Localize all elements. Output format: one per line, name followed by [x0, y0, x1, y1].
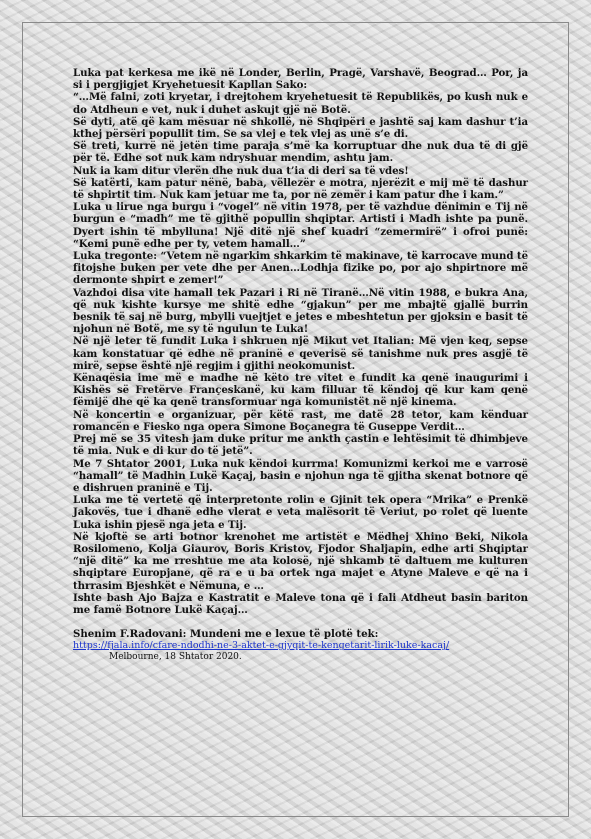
date-line: Melbourne, 18 Shtator 2020.	[109, 652, 242, 663]
paragraph: Në një leter të fundit Luka i shkruen një Mikut vet Italian: Më vjen keq, sepse kam konstatuar që edhe në praninë e qeverisë së tanishme nuk pres asgjë të mirë, sepse është një regjim i gjithi neokomunist.	[73, 335, 528, 372]
paragraph: Me 7 Shtator 2001, Luka nuk këndoi kurrma! Komunizmi kerkoi me e varrosë “hamall” të Madhin Lukë Kaçaj, basin e njohun nga të gjitha skenat botnore që e dishruen praninë e Tij.	[73, 457, 528, 494]
paragraph: Prej më se 35 vitesh jam duke pritur me ankth çastin e lehtësimit të dhimbjeve të mia. Nuk e di kur do të jetë”.	[73, 433, 528, 458]
paragraph: Luka me të vertetë që interpretonte rolin e Gjinit tek opera “Mrika” e Prenkë Jakovës, tue i dhanë edhe vlerat e veta malësorit të Veriut, po rolet që luente Luka ishin pjesë nga jeta e Tij.	[73, 494, 528, 531]
paragraph: Së dyti, atë që kam mësuar në shkollë, në Shqipëri e jashtë saj kam dashur t’ia kthej përsëri popullit tim. Se sa vlej e tek vlej as unë s’e di.	[73, 115, 528, 141]
paragraph: Së treti, kurrë në jetën time paraja s’më ka korruptuar dhe nuk dua të di gjë për të. Edhe sot nuk kam ndryshuar mendim, ashtu jam.	[73, 140, 528, 165]
paragraph: “…Më falni, zoti kryetar, i drejtohem kryehetuesit të Republikës, po kush nuk e do Atdheun e vet, nuk i duhet askujt gjë në Botë.	[73, 91, 528, 116]
article-body	[73, 67, 528, 663]
paragraph: Vazhdoi disa vite hamall tek Pazari i Ri në Tiranë…Në vitin 1988, e bukra Ana, që nuk kishte kursye me shitë edhe “gjakun” per me mbajtë gjallë burrin besnik të saj në burg, mbylli vuejtjet e jetes e mbeshtetun per gjoksin e basit të njohun në Botë, me sy të ngulun te Luka!	[73, 286, 528, 336]
paragraph: Në koncertin e organizuar, për këtë rast, me datë 28 tetor, kam kënduar romancën e Fiesko nga opera Simone Boçanegra të Guseppe Verdit…	[73, 408, 528, 433]
paragraph: Së katërti, kam patur nënë, baba, vëllezër e motra, njerëzit e mij më të dashur të shpirtit tim. Nuk kam jetuar me ta, por në zemër i kam patur dhe i kam.”	[73, 176, 528, 202]
paragraph: Kënaqësia ime më e madhe në këto tre vitet e fundit ka qenë inaugurimi i Kishës së Fretërve Françeskanë, ku kam filluar të këndoj që kur kam qenë fëmijë dhe që ka qenë transformuar nga komunistët në një kinema.	[73, 372, 528, 409]
paragraph: Luka pat kerkesa me ikë në Londer, Berlin, Pragë, Varshavë, Beograd… Por, ja si i pergjigjet Kryehetuesit Kapllan Sako:	[73, 67, 528, 92]
source-link[interactable]: https://fjala.info/cfare-ndodhi-ne-3-aktet-e-gjyqit-te-kengetarit-lirik-luke-kacaj/	[73, 640, 450, 652]
paragraph: Nuk ia kam ditur vlerën dhe nuk dua t’ia di deri sa të vdes!	[73, 164, 409, 177]
paragraph: Luka u lirue nga burgu i “vogel” në vitin 1978, per të vazhdue dënimin e Tij në burgun e “madh” me të gjithë popullin shqiptar. Artisti i Madh ishte pa punë. Dyert ishin të mbylluna! Një ditë një shef kuadri “zemermirë” i ofroi punë: “Kemi punë edhe per ty, vetem hamall…”	[73, 201, 528, 250]
paragraph: Ishte bash Ajo Bajza e Kastratit e Maleve tona që i fali Atdheut basin bariton me famë Botnore Lukë Kaçaj…	[73, 591, 528, 616]
note-label: Shenim F.Radovani: Mundeni me e lexue të plotë tek:	[73, 628, 379, 641]
spacer	[73, 616, 528, 628]
paragraph: Në kjoftë se arti botnor krenohet me artistët e Mëdhej Xhino Beki, Nikola Rosilomeno, Kolja Giaurov, Boris Kristov, Fjodor Shaljapin, edhe arti Shqiptar “një ditë” ka me rreshtue me ata kolosë, një shkamb të daltuem me kulturen shqiptare Europjane, që ra e u ba ortek nga majet e Atyne Maleve e që na i thrrasim Bjeshkët e Nëmuna, e …	[73, 530, 528, 592]
paragraph: Luka tregonte: “Vetem në ngarkim shkarkim të makinave, të karrocave mund të fitojshe buken per vete dhe per Anen…Lodhja fizike po, por ajo shpirtnore më dermonte shpirt e zemer!”	[73, 250, 528, 287]
